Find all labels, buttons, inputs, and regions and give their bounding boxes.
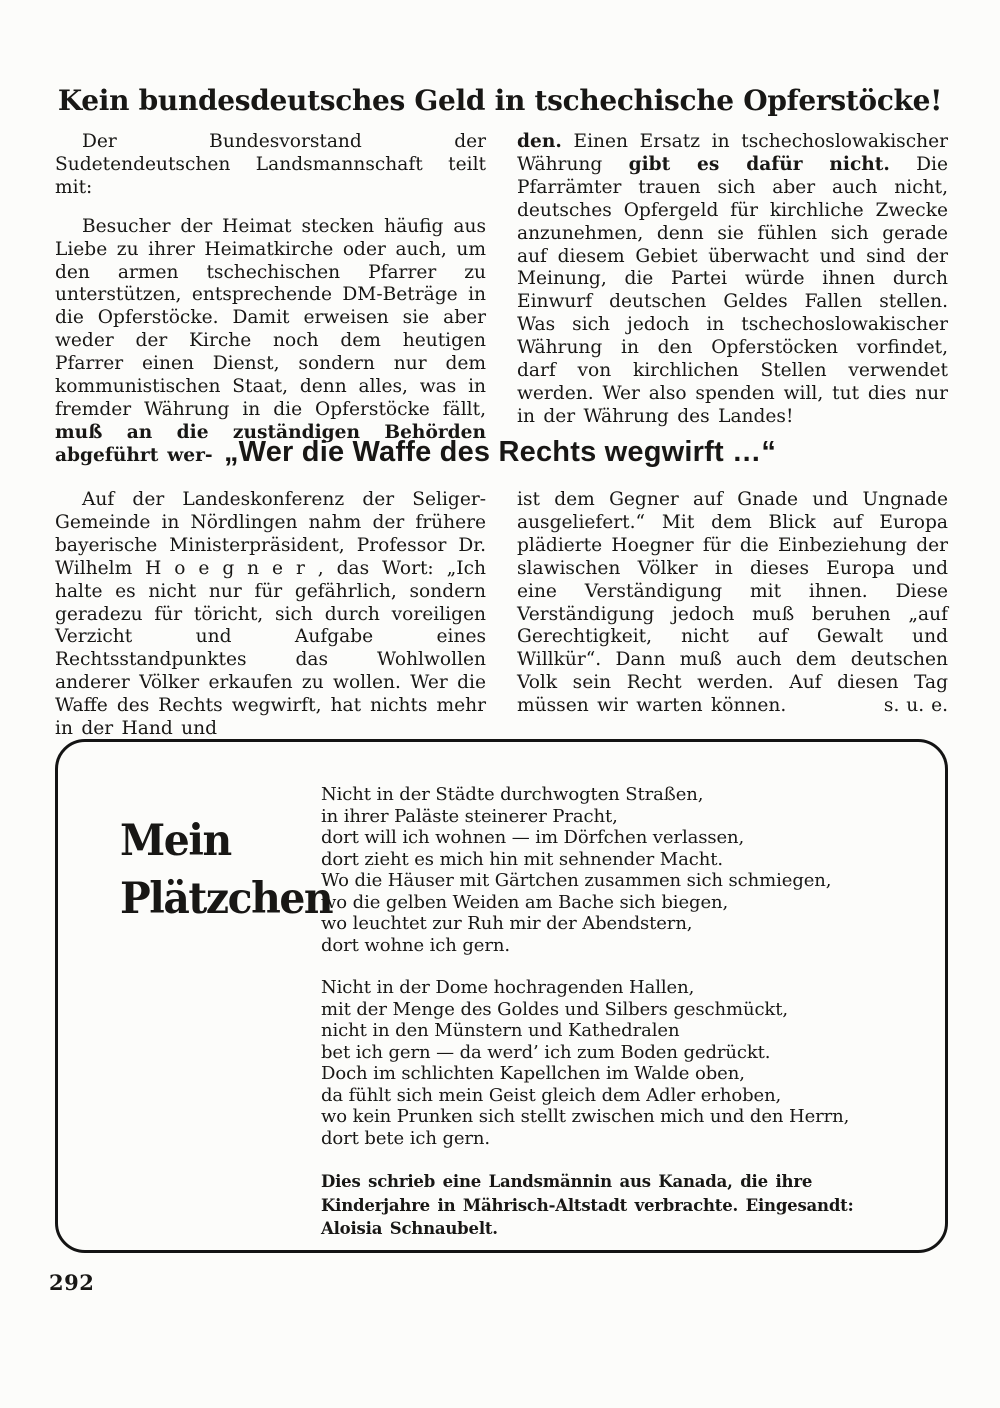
poem-line: wo kein Prunken sich stellt zwischen mich und den Herrn, (321, 1106, 850, 1127)
poem-line: da fühlt sich mein Geist gleich dem Adler erhoben, (321, 1084, 782, 1106)
poem-line: in ihrer Paläste steinerer Pracht, (321, 805, 618, 827)
poem-stanza-1 (321, 784, 889, 956)
article2-paragraph-left: Auf der Landeskonferenz der Seliger-Gemeinde in Nördlingen nahm der frühere bayerische Ministerpräsident, Professor Dr. Wilhelm H o e g n e r , das Wort: „Ich halte es nicht nur für gefährlich, sondern geradezu für töricht, sich durch voreiligen Verzicht und Aufgabe eines Rechtsstandpunktes das Wohlwollen anderer Völker erkaufen zu wollen. Wer die Waffe des Rechts wegwirft, hat nichts mehr in der Hand und (55, 489, 486, 740)
text-segment-bold: den. (517, 131, 562, 152)
poem-line: dort bete ich gern. (321, 1127, 491, 1149)
article1-column-left (55, 131, 486, 468)
article2-signature: s. u. e. (883, 695, 948, 717)
poem-line: wo die gelben Weiden am Bache sich biegen, (321, 891, 729, 913)
article2-column-right (517, 489, 948, 741)
text-segment-bold: muß an die zuständigen Behörden abgeführt wer- (55, 421, 486, 466)
poem-line: Doch im schlichten Kapellchen im Walde oben, (321, 1063, 745, 1084)
poem-line: Nicht in der Dome hochragenden Hallen, (321, 977, 695, 998)
text-segment: Besucher der Heimat stecken häufig aus Liebe zu ihrer Heimatkirche oder auch, um den armen tschechischen Pfarrer zu unterstützen, entsprechende DM-Beträge in die Opferstöcke. Damit erweisen sie aber weder der Kirche noch dem heutigen Pfarrer einen Dienst, sondern nur dem kommunistischen Staat, denn alles, was in fremder Währung in die Opferstöcke fällt, (55, 215, 486, 420)
poem-box (55, 739, 948, 1253)
poem-title-line-2: Plätzchen (120, 874, 333, 924)
page-number: 292 (49, 1270, 95, 1295)
article1-paragraph-3 (517, 131, 948, 429)
article1-body (55, 131, 948, 468)
text-segment: Die Pfarrämter trauen sich aber auch nicht, deutsches Opfergeld für kirchliche Zwecke anzunehmen, denn sie fühlen sich gerade auf diesem Gebiet überwacht und sind der Meinung, die Partei würde ihnen durch Einwurf deutschen Geldes Fallen stellen. Was sich jedoch in tschechoslowakischer Währung in den Opferstöcken vorfindet, darf von kirchlichen Stellen verwendet werden. Wer also spenden will, tut dies nur in der Währung des Landes! (517, 153, 948, 427)
poem-line: Wo die Häuser mit Gärtchen zusammen sich schmiegen, (321, 870, 832, 891)
article1-paragraph-2 (55, 216, 486, 468)
poem-line: dort will ich wohnen — im Dörfchen verlassen, (321, 827, 745, 848)
poem-attribution-note: Dies schrieb eine Landsmännin aus Kanada, die ihre Kinderjahre in Mährisch-Altstadt verbrachte. Eingesandt: Aloisia Schnaubelt. (321, 1172, 854, 1238)
poem-line: nicht in den Münstern und Kathedralen (321, 1020, 680, 1041)
article2-paragraph-right (517, 489, 948, 718)
poem-line: Nicht in der Städte durchwogten Straßen, (321, 784, 704, 805)
poem-line: dort zieht es mich hin mit sehnender Macht. (321, 848, 723, 870)
article1-headline: Kein bundesdeutsches Geld in tschechische Opferstöcke! (57, 84, 943, 117)
text-segment: ist dem Gegner auf Gnade und Ungnade ausgeliefert.“ Mit dem Blick auf Europa plädierte Hoegner für die Einbeziehung der slawischen Völker in dieses Europa und eine Verständigung mit ihnen. Diese Verständigung jedoch muß beruhen „auf Gerechtigkeit, nicht auf Gewalt und Willkür“. Dann muß auch dem deutschen Volk sein Recht werden. Auf diesen Tag müssen wir warten können. (517, 489, 948, 717)
poem-stanza-2 (321, 977, 889, 1149)
text-segment-bold: gibt es dafür nicht. (628, 153, 890, 175)
article2-column-left (55, 489, 486, 741)
poem-line: wo leuchtet zur Ruh mir der Abendstern, (321, 913, 693, 934)
poem-line: bet ich gern — da werd’ ich zum Boden gedrückt. (321, 1041, 771, 1063)
article2-body (55, 489, 948, 741)
text-segment: Einen Ersatz in tschechoslowakischer Währung (517, 131, 948, 175)
article1-column-right (517, 131, 948, 468)
article1-intro-paragraph: Der Bundesvorstand der Sudetendeutschen Landsmannschaft teilt mit: (55, 131, 486, 198)
poem-line: dort wohne ich gern. (321, 934, 510, 956)
article2-headline: „Wer die Waffe des Rechts wegwirft …“ (223, 436, 777, 468)
poem-title (120, 812, 332, 928)
poem-text (321, 784, 889, 1241)
poem-line: mit der Menge des Goldes und Silbers geschmückt, (321, 998, 788, 1020)
poem-title-line-1: Mein (120, 816, 231, 866)
